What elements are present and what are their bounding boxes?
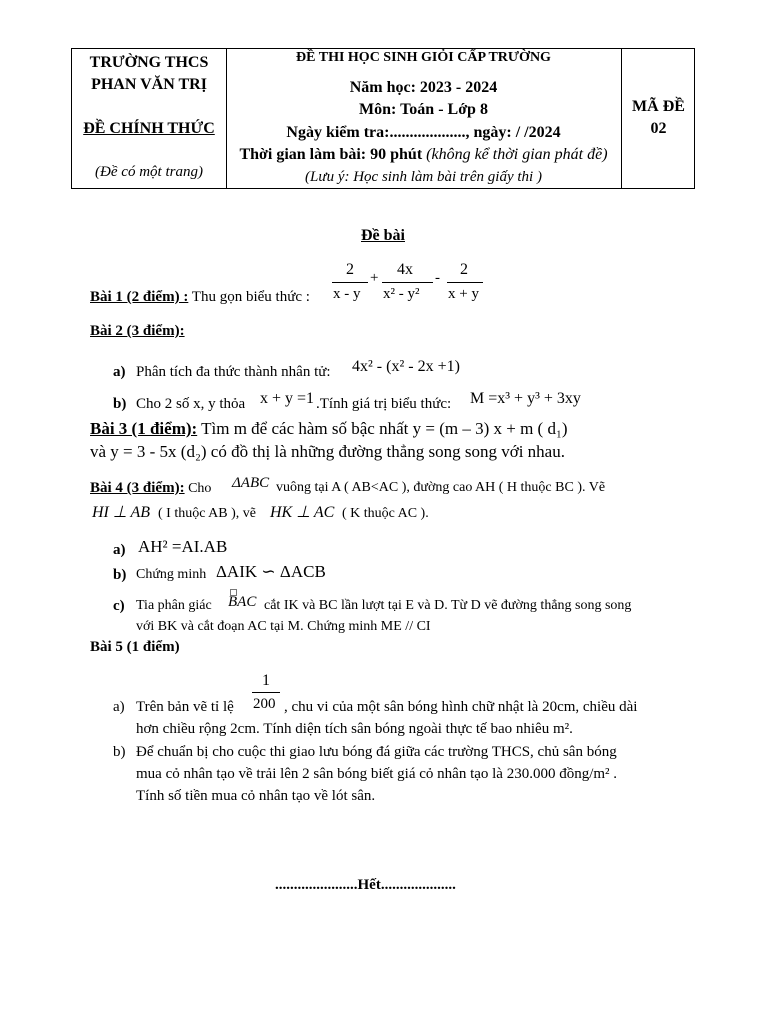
exam-title: ĐỀ THI HỌC SINH GIỎI CẤP TRƯỜNG <box>296 50 551 65</box>
frac2-num: 4x <box>397 261 413 278</box>
exam-code-value: 02 <box>650 120 667 137</box>
bai2-label: Bài 2 (3 điểm): <box>90 323 185 339</box>
bai4-line2a: ( I thuộc AB ), vẽ <box>158 506 256 521</box>
bai5-a-line1b: , chu vi của một sân bóng hình chữ nhật là 20cm, chiều dài <box>284 699 638 715</box>
official-label: ĐỀ CHÍNH THỨC <box>83 120 215 137</box>
exam-code-label: MÃ ĐỀ <box>632 98 685 115</box>
school-name-line2: PHAN VĂN TRỊ <box>91 76 207 93</box>
angle-hat-icon <box>230 589 237 596</box>
bai4-b-mark: b) <box>113 567 127 583</box>
exam-time: Thời gian làm bài: 90 phút (không kể thời gian phát đề) <box>239 146 608 163</box>
school-cell <box>72 49 227 188</box>
bai5-a-line1a: Trên bản vẽ tỉ lệ <box>136 699 234 715</box>
bai4-b-text: Chứng minh <box>136 567 207 582</box>
bai2-b-text2: .Tính giá trị biểu thức: <box>316 396 452 412</box>
bai4-b-expr: ΔAIK ∽ ΔACB <box>216 562 326 581</box>
bai5-a-line2: hơn chiều rộng 2cm. Tính diện tích sân bóng ngoài thực tế bao nhiêu m². <box>136 721 573 737</box>
bai4-c-text1: Tia phân giác <box>136 598 212 613</box>
frac1-num: 2 <box>346 261 354 278</box>
exam-date: Ngày kiểm tra:..................., ngày: / /2024 <box>286 124 561 141</box>
bai2-a-text: Phân tích đa thức thành nhân tử: <box>136 364 331 380</box>
exam-note: (Lưu ý: Học sinh làm bài trên giấy thi ) <box>305 169 542 185</box>
bai4-a-expr: AH² =AI.AB <box>138 537 228 556</box>
exam-info-cell <box>226 49 621 188</box>
bai5-b-line1: Để chuẩn bị cho cuộc thi giao lưu bóng đá giữa các trường THCS, chủ sân bóng <box>136 744 617 760</box>
bai3-line2: và y = 3 - 5x (d₂) có đồ thị là những đường thẳng song song với nhau. <box>90 442 565 461</box>
hi-perp-ab: HI ⊥ AB <box>92 504 151 521</box>
ratio-bar <box>252 692 280 693</box>
hk-perp-ac: HK ⊥ AC <box>270 504 335 521</box>
triangle-abc: ΔABC <box>232 475 270 491</box>
header-table <box>71 48 695 189</box>
bai5-a-mark: a) <box>113 699 125 715</box>
bai2-b-expr1: x + y =1 <box>260 390 315 407</box>
frac2-den: x² - y² <box>383 286 420 302</box>
angle-bac: BAC <box>228 594 257 610</box>
bai4-line1b: vuông tại A ( AB<AC ), đường cao AH ( H thuộc BC ). Vẽ <box>276 480 606 495</box>
frac2-bar <box>382 282 433 283</box>
frac3-den: x + y <box>448 286 479 302</box>
frac3-num: 2 <box>460 261 468 278</box>
bai5-label: Bài 5 (1 điểm) <box>90 639 180 655</box>
frac1-bar <box>332 282 368 283</box>
bai4-line2b: ( K thuộc AC ). <box>342 506 429 521</box>
school-year: Năm học: 2023 - 2024 <box>349 79 498 96</box>
bai4-c-line2: với BK và cắt đoạn AC tại M. Chứng minh ME // CI <box>136 619 431 634</box>
bai2-a-expr: 4x² - (x² - 2x +1) <box>352 358 460 375</box>
bai5-b-line2: mua cỏ nhân tạo về trải lên 2 sân bóng biết giá cỏ nhân tạo là 230.000 đồng/m² . <box>136 766 618 782</box>
bai4-line1a: Bài 4 (3 điểm): Cho <box>90 480 212 496</box>
subject: Môn: Toán - Lớp 8 <box>359 101 488 118</box>
bai4-c-mark: c) <box>113 598 125 614</box>
bai2-a-mark: a) <box>113 364 126 380</box>
bai3-line1: Bài 3 (1 điểm): Tìm m để các hàm số bậc nhất y = (m – 3) x + m ( d₁) <box>90 419 568 438</box>
op-plus: + <box>370 270 379 286</box>
frac3-bar <box>447 282 483 283</box>
bai2-b-expr2: M =x³ + y³ + 3xy <box>470 390 581 407</box>
ratio-den: 200 <box>253 696 276 712</box>
bai5-b-line3: Tính số tiền mua cỏ nhân tạo về lót sân. <box>136 788 376 804</box>
end-marker: ......................Hết.................... <box>275 877 456 893</box>
bai1-line: Bài 1 (2 điểm) : Thu gọn biểu thức : <box>90 289 310 305</box>
pages-note: (Đề có một trang) <box>95 164 203 180</box>
bai4-c-text2: cắt IK và BC lần lượt tại E và D. Từ D vẽ đường thẳng song song <box>264 598 632 613</box>
bai4-a-mark: a) <box>113 542 126 558</box>
page-title: Đề bài <box>361 227 405 244</box>
bai5-b-mark: b) <box>113 744 126 760</box>
school-name-line1: TRƯỜNG THCS <box>89 54 209 71</box>
exam-code-cell <box>621 49 695 188</box>
bai2-b-text1: Cho 2 số x, y thỏa <box>136 396 246 412</box>
ratio-num: 1 <box>262 672 270 689</box>
frac1-den: x - y <box>333 286 361 302</box>
op-minus: - <box>435 270 440 286</box>
bai2-b-mark: b) <box>113 396 127 412</box>
